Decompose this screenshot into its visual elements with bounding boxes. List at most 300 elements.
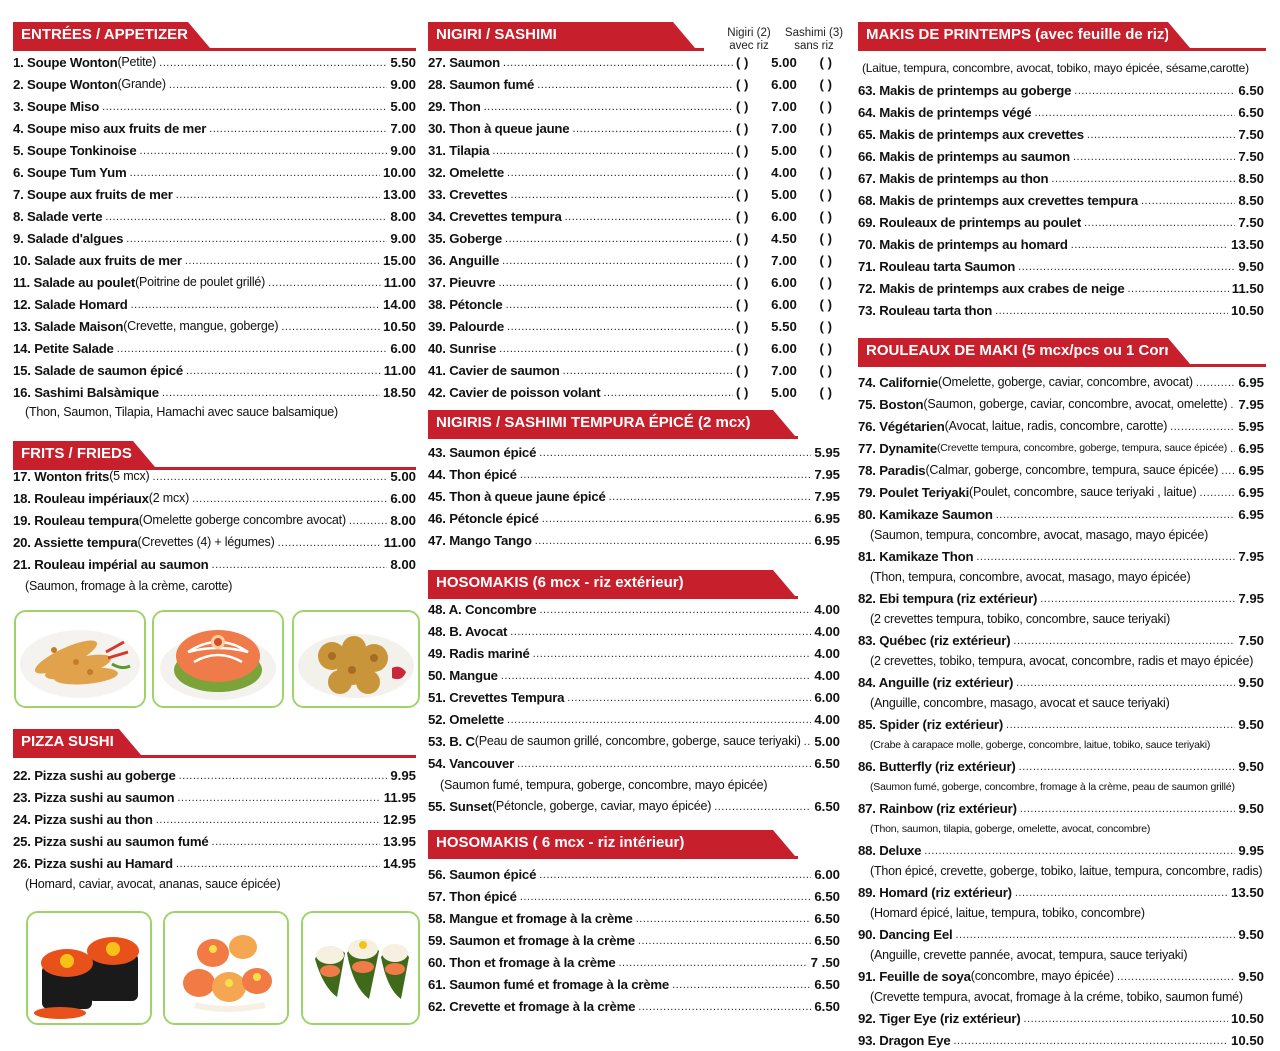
sashimi-column-header-line2: sans riz xyxy=(794,40,834,52)
option-boxes xyxy=(736,363,838,378)
item-price: 9.00 xyxy=(390,142,416,158)
item-name: 60. Thon et fromage à la crème xyxy=(428,954,616,970)
item-name: 11. Salade au poulet xyxy=(13,274,136,290)
menu-item xyxy=(13,249,416,271)
item-name: 20. Assiette tempura xyxy=(13,534,138,550)
item-price: 5.95 xyxy=(814,444,840,460)
item-name: 35. Goberge xyxy=(428,230,503,246)
item-description: (5 mcx) xyxy=(109,469,150,483)
hoso-ext-list xyxy=(428,598,840,774)
item-name: 48. B. Avocat xyxy=(428,623,508,639)
item-name: 89. Homard (riz extérieur) xyxy=(858,884,1012,900)
item-name: 3. Soupe Miso xyxy=(13,98,100,114)
dot-leader xyxy=(1006,718,1235,731)
dot-leader xyxy=(131,298,380,311)
item-price: 7.95 xyxy=(1238,590,1264,606)
menu-item xyxy=(13,117,416,139)
nigiri-box: ( ) xyxy=(736,208,749,224)
item-price: 5.00 xyxy=(814,733,840,749)
item-name: 83. Québec (riz extérieur) xyxy=(858,632,1011,648)
dot-leader xyxy=(349,514,387,527)
menu-item xyxy=(858,1029,1264,1051)
nigiri-box: ( ) xyxy=(736,318,749,334)
menu-item xyxy=(858,211,1264,233)
option-boxes xyxy=(736,253,838,268)
printemps-note: (Laitue, tempura, concombre, avocat, tobiko, mayo épicée, sésame,carotte) xyxy=(862,61,1249,75)
menu-item xyxy=(13,808,416,830)
menu-item xyxy=(858,755,1264,777)
item-note: (Homard épicé, laitue, tempura, tobiko, concombre) xyxy=(870,906,1145,920)
menu-item xyxy=(13,205,416,227)
item-price: 7.50 xyxy=(1238,148,1264,164)
item-price: 9.50 xyxy=(1238,258,1264,274)
item-price: 13.00 xyxy=(382,186,416,202)
dot-leader xyxy=(1127,282,1228,295)
menu-item xyxy=(428,73,838,95)
dot-leader xyxy=(185,254,380,267)
item-price: 6.50 xyxy=(1238,82,1264,98)
item-note: (Saumon fumé, goberge, concombre, fromage à la crème, peau de saumon grillé) xyxy=(870,781,1235,793)
item-name: 61. Saumon fumé et fromage à la crème xyxy=(428,976,670,992)
dot-leader xyxy=(1230,442,1235,455)
dot-leader xyxy=(924,844,1235,857)
option-boxes xyxy=(736,187,838,202)
hoso-ext-banner xyxy=(428,570,798,599)
item-price: 8.50 xyxy=(1238,170,1264,186)
menu-item xyxy=(13,359,416,381)
item-name: 36. Anguille xyxy=(428,252,500,268)
item-description: (Poitrine de poulet grillé) xyxy=(135,275,266,289)
fried-wonton-photo xyxy=(292,610,420,708)
dot-leader xyxy=(192,492,387,505)
item-price: 4.00 xyxy=(814,601,840,617)
menu-item xyxy=(858,415,1264,437)
item-name: 82. Ebi tempura (riz extérieur) xyxy=(858,590,1038,606)
dot-leader xyxy=(281,320,380,333)
item-price: 6.95 xyxy=(1238,484,1264,500)
item-name: 30. Thon à queue jaune xyxy=(428,120,570,136)
item-price: 8.00 xyxy=(390,556,416,572)
dot-leader xyxy=(139,144,387,157)
item-name: 52. Omelette xyxy=(428,711,505,727)
nigiri-box: ( ) xyxy=(736,340,749,356)
nigiri-box: ( ) xyxy=(736,76,749,92)
item-price: 5.00 xyxy=(390,468,416,484)
printemps-banner xyxy=(858,22,1266,51)
menu-item xyxy=(858,481,1264,503)
dot-leader xyxy=(542,512,812,525)
item-name: 33. Crevettes xyxy=(428,186,508,202)
dot-leader xyxy=(520,890,812,903)
item-name: 38. Pétoncle xyxy=(428,296,503,312)
sashimi-box: ( ) xyxy=(819,252,832,268)
dot-leader xyxy=(535,534,812,547)
menu-item xyxy=(858,839,1264,861)
item-price: 6.50 xyxy=(814,932,840,948)
item-price: 6.00 xyxy=(814,689,840,705)
menu-item xyxy=(858,145,1264,167)
menu-item xyxy=(858,299,1264,321)
dot-leader xyxy=(1084,216,1235,229)
nigiri-column-header-line1: Nigiri (2) xyxy=(727,27,771,39)
menu-item xyxy=(428,337,838,359)
nigiri-box: ( ) xyxy=(736,296,749,312)
item-price: 4.00 xyxy=(771,164,797,180)
item-price: 6.95 xyxy=(1238,506,1264,522)
item-note: (Saumon, tempura, concombre, avocat, masago, mayo épicée) xyxy=(870,528,1209,542)
menu-item xyxy=(428,315,838,337)
menu-item xyxy=(858,437,1264,459)
nigiri-box: ( ) xyxy=(736,98,749,114)
menu-item xyxy=(428,620,840,642)
nigiri-box: ( ) xyxy=(736,142,749,158)
item-price: 7.50 xyxy=(1238,126,1264,142)
nigiri-box: ( ) xyxy=(736,120,749,136)
dot-leader xyxy=(152,470,387,483)
item-note: (2 crevettes tempura, tobiko, concombre, sauce teriyaki) xyxy=(870,612,1171,626)
dot-leader xyxy=(169,78,387,91)
dot-leader xyxy=(1170,420,1235,433)
item-description: (Saumon, goberge, caviar, concombre, avocat, omelette) xyxy=(923,397,1228,411)
menu-item xyxy=(13,337,416,359)
item-price: 7.00 xyxy=(390,120,416,136)
dot-leader xyxy=(117,342,388,355)
item-note: (Thon épicé, crevette, goberge, tobiko, laitue, tempura, concombre, radis) xyxy=(870,864,1263,878)
menu-item xyxy=(428,885,840,907)
item-price: 7.95 xyxy=(814,488,840,504)
entrees-title: ENTRÉES / APPETIZERS xyxy=(13,22,188,48)
option-boxes xyxy=(736,55,838,70)
dot-leader xyxy=(484,100,733,113)
menu-item xyxy=(428,708,840,730)
item-name: 41. Cavier de saumon xyxy=(428,362,560,378)
dot-leader xyxy=(976,550,1235,563)
item-price: 4.00 xyxy=(814,645,840,661)
frits-title: FRITS / FRIEDS xyxy=(13,441,133,467)
item-name: 34. Crevettes tempura xyxy=(428,208,562,224)
maki-title: ROULEAUX DE MAKI (5 mcx/pcs ou 1 Cornet) xyxy=(858,338,1168,364)
dot-leader xyxy=(638,1000,811,1013)
sashimi-box: ( ) xyxy=(819,54,832,70)
sashimi-box: ( ) xyxy=(819,76,832,92)
menu-item xyxy=(428,205,838,227)
item-price: 7.95 xyxy=(1238,548,1264,564)
item-name: 37. Pieuvre xyxy=(428,274,496,290)
menu-item xyxy=(13,51,416,73)
menu-item xyxy=(858,255,1264,277)
dot-leader xyxy=(672,978,811,991)
item-price: 7.00 xyxy=(771,252,797,268)
item-name: 66. Makis de printemps au saumon xyxy=(858,148,1070,164)
menu-item xyxy=(428,183,838,205)
menu-item xyxy=(13,73,416,95)
item-name: 40. Sunrise xyxy=(428,340,497,356)
item-name: 43. Saumon épicé xyxy=(428,444,537,460)
option-boxes xyxy=(736,231,838,246)
menu-item xyxy=(428,507,840,529)
item-description: (Pétoncle, goberge, caviar, mayo épicée) xyxy=(491,799,712,813)
item-description: (Omelette, goberge, caviar, concombre, avocat) xyxy=(938,375,1193,389)
item-name: 23. Pizza sushi au saumon xyxy=(13,789,175,805)
menu-item xyxy=(13,183,416,205)
item-name: 32. Omelette xyxy=(428,164,505,180)
menu-item xyxy=(428,161,838,183)
sashimi-box: ( ) xyxy=(819,296,832,312)
item-description: (Avocat, laitue, radis, concombre, carotte) xyxy=(944,419,1168,433)
dot-leader xyxy=(507,713,811,726)
hoso-ext-title: HOSOMAKIS (6 mcx - riz extérieur) xyxy=(428,570,773,596)
dot-leader xyxy=(572,122,733,135)
item-description: (Peau de saumon grillé, concombre, goberge, sauce teriyaki) xyxy=(474,734,801,748)
option-boxes xyxy=(736,209,838,224)
menu-item xyxy=(428,51,838,73)
item-name: 50. Mangue xyxy=(428,667,498,683)
dot-leader xyxy=(492,144,733,157)
item-name: 74. Californie xyxy=(858,374,939,390)
item-price: 5.50 xyxy=(771,318,797,334)
item-name: 72. Makis de printemps aux crabes de neige xyxy=(858,280,1125,296)
item-price: 9.95 xyxy=(390,767,416,783)
menu-item xyxy=(858,671,1264,693)
item-price: 8.50 xyxy=(1238,192,1264,208)
menu-item xyxy=(13,786,416,808)
hoso-int-list xyxy=(428,863,840,1017)
item-name: 53. B. C xyxy=(428,733,475,749)
item-name: 42. Cavier de poisson volant xyxy=(428,384,601,400)
item-note: (Crevette tempura, avocat, fromage à la créme, tobiko, saumon fumé) xyxy=(870,990,1243,1004)
menu-item xyxy=(858,923,1264,945)
dot-leader xyxy=(955,928,1235,941)
dot-leader xyxy=(102,100,387,113)
item-price: 10.50 xyxy=(1230,302,1264,318)
fried-shrimp-photo xyxy=(14,610,146,708)
tempura-banner xyxy=(428,410,798,439)
dot-leader xyxy=(953,1034,1228,1047)
item-price: 11.95 xyxy=(383,789,416,805)
nigiri-box: ( ) xyxy=(736,230,749,246)
item-name: 16. Sashimi Balsàmique xyxy=(13,384,159,400)
menu-item xyxy=(13,764,416,786)
item-name: 48. A. Concombre xyxy=(428,601,537,617)
item-name: 9. Salade d'algues xyxy=(13,230,124,246)
item-name: 7. Soupe aux fruits de mer xyxy=(13,186,173,202)
item-name: 51. Crevettes Tempura xyxy=(428,689,565,705)
dot-leader xyxy=(1051,172,1235,185)
item-price: 5.00 xyxy=(771,54,797,70)
item-note: (Anguille, crevette pannée, avocat, tempura, sauce teriyaki) xyxy=(870,948,1188,962)
item-price: 5.95 xyxy=(1238,418,1264,434)
nigiri-box: ( ) xyxy=(736,186,749,202)
dot-leader xyxy=(507,166,733,179)
nigiri-box: ( ) xyxy=(736,384,749,400)
item-price: 6.50 xyxy=(1238,104,1264,120)
item-name: 4. Soupe miso aux fruits de mer xyxy=(13,120,207,136)
maki-list xyxy=(858,371,1264,1051)
item-price: 6.00 xyxy=(771,340,797,356)
dot-leader xyxy=(506,298,733,311)
item-name: 24. Pizza sushi au thon xyxy=(13,811,153,827)
menu-item xyxy=(428,227,838,249)
item-price: 6.00 xyxy=(390,490,416,506)
nigiri-box: ( ) xyxy=(736,164,749,180)
menu-item xyxy=(858,629,1264,651)
dot-leader xyxy=(537,78,733,91)
item-price: 7.00 xyxy=(771,362,797,378)
item-name: 78. Paradis xyxy=(858,462,926,478)
menu-item xyxy=(858,965,1264,987)
dot-leader xyxy=(563,364,733,377)
menu-item xyxy=(13,315,416,337)
item-note: (Thon, saumon, tilapia, goberge, omelette, avocat, concombre) xyxy=(870,823,1151,835)
hoso-int-banner xyxy=(428,830,798,859)
item-name: 27. Saumon xyxy=(428,54,501,70)
item-name: 47. Mango Tango xyxy=(428,532,532,548)
dot-leader xyxy=(179,769,388,782)
dot-leader xyxy=(638,934,811,947)
item-price: 8.00 xyxy=(390,208,416,224)
option-boxes xyxy=(736,121,838,136)
nigiri-box: ( ) xyxy=(736,54,749,70)
item-price: 6.00 xyxy=(771,208,797,224)
item-price: 10.50 xyxy=(382,318,416,334)
entrees-note: (Thon, Saumon, Tilapia, Hamachi avec sauce balsamique) xyxy=(25,405,338,419)
dot-leader xyxy=(636,912,812,925)
item-name: 22. Pizza sushi au goberge xyxy=(13,767,176,783)
menu-item xyxy=(858,393,1264,415)
item-name: 8. Salade verte xyxy=(13,208,103,224)
item-price: 7.95 xyxy=(1238,396,1264,412)
dot-leader xyxy=(511,188,733,201)
item-description: (Petite) xyxy=(117,55,157,69)
sashimi-box: ( ) xyxy=(819,164,832,180)
menu-item xyxy=(13,227,416,249)
dot-leader xyxy=(539,603,811,616)
nigiri-box: ( ) xyxy=(736,274,749,290)
item-price: 6.50 xyxy=(814,910,840,926)
dot-leader xyxy=(1020,802,1236,815)
dot-leader xyxy=(539,868,811,881)
item-name: 56. Saumon épicé xyxy=(428,866,537,882)
menu-item xyxy=(858,587,1264,609)
item-name: 85. Spider (riz extérieur) xyxy=(858,716,1004,732)
item-note: (Anguille, concombre, masago, avocat et sauce teriyaki) xyxy=(870,696,1170,710)
item-description: (Crevette tempura, concombre, goberge, tempura, sauce épicée) xyxy=(936,442,1228,454)
tobiko-gunkan-photo xyxy=(26,911,152,1025)
item-price: 4.00 xyxy=(814,667,840,683)
menu-item xyxy=(13,95,416,117)
salmon-roses-photo xyxy=(163,911,289,1025)
sashimi-box: ( ) xyxy=(819,98,832,114)
dot-leader xyxy=(503,56,733,69)
item-price: 9.50 xyxy=(1238,968,1264,984)
item-name: 93. Dragon Eye xyxy=(858,1032,951,1048)
item-price: 13.50 xyxy=(1230,236,1264,252)
item-description: (Crevettes (4) + légumes) xyxy=(137,535,275,549)
menu-item xyxy=(428,485,840,507)
dot-leader xyxy=(212,558,388,571)
menu-item xyxy=(13,830,416,852)
item-price: 7.50 xyxy=(1238,632,1264,648)
option-boxes xyxy=(736,165,838,180)
item-price: 14.00 xyxy=(382,296,416,312)
dot-leader xyxy=(619,956,808,969)
menu-item xyxy=(13,531,416,553)
option-boxes xyxy=(736,297,838,312)
menu-item xyxy=(858,371,1264,393)
nigiri-column-header xyxy=(716,27,782,53)
item-price: 7.00 xyxy=(771,120,797,136)
item-name: 84. Anguille (riz extérieur) xyxy=(858,674,1014,690)
sashimi-box: ( ) xyxy=(819,362,832,378)
item-name: 10. Salade aux fruits de mer xyxy=(13,252,182,268)
item-name: 19. Rouleau tempura xyxy=(13,512,139,528)
dot-leader xyxy=(1013,634,1235,647)
item-name: 25. Pizza sushi au saumon fumé xyxy=(13,833,209,849)
item-name: 21. Rouleau impérial au saumon xyxy=(13,556,209,572)
nigiri-box: ( ) xyxy=(736,252,749,268)
dot-leader xyxy=(278,536,381,549)
item-name: 14. Petite Salade xyxy=(13,340,114,356)
item-name: 44. Thon épicé xyxy=(428,466,517,482)
maki-banner xyxy=(858,338,1266,367)
item-name: 91. Feuille de soya xyxy=(858,968,971,984)
item-price: 7.50 xyxy=(1238,214,1264,230)
dot-leader xyxy=(1016,676,1235,689)
sashimi-box: ( ) xyxy=(819,186,832,202)
menu-item xyxy=(428,686,840,708)
entrees-list xyxy=(13,51,416,403)
item-name: 65. Makis de printemps aux crevettes xyxy=(858,126,1084,142)
menu-item xyxy=(428,863,840,885)
nigiri-column-header-line2: avec riz xyxy=(729,40,769,52)
menu-item xyxy=(13,293,416,315)
item-price: 9.50 xyxy=(1238,758,1264,774)
item-name: 76. Végétarien xyxy=(858,418,945,434)
item-name: 45. Thon à queue jaune épicé xyxy=(428,488,606,504)
dot-leader xyxy=(567,691,811,704)
dot-leader xyxy=(212,835,380,848)
pizza-list xyxy=(13,764,416,874)
item-description: (concombre, mayo épicée) xyxy=(970,969,1114,983)
option-boxes xyxy=(736,385,838,400)
menu-item xyxy=(858,101,1264,123)
item-price: 6.50 xyxy=(814,798,840,814)
item-price: 6.95 xyxy=(814,532,840,548)
sashimi-box: ( ) xyxy=(819,274,832,290)
item-name: 46. Pétoncle épicé xyxy=(428,510,539,526)
item-price: 5.00 xyxy=(771,186,797,202)
dot-leader xyxy=(565,210,733,223)
item-price: 7 .50 xyxy=(810,954,840,970)
dot-leader xyxy=(604,386,734,399)
item-note: (Crabe à carapace molle, goberge, concombre, laitue, tobiko, sauce teriyaki) xyxy=(870,739,1211,751)
dot-leader xyxy=(1230,398,1235,411)
menu-item xyxy=(428,293,838,315)
item-name: 80. Kamikaze Saumon xyxy=(858,506,993,522)
printemps-list xyxy=(858,79,1264,321)
item-price: 5.00 xyxy=(390,98,416,114)
dot-leader xyxy=(1141,194,1235,207)
sashimi-box: ( ) xyxy=(819,142,832,158)
dot-leader xyxy=(505,232,733,245)
menu-item xyxy=(858,459,1264,481)
dot-leader xyxy=(1196,376,1235,389)
tempura-title: NIGIRIS / SASHIMI TEMPURA ÉPICÉ (2 mcx) xyxy=(428,410,773,436)
dot-leader xyxy=(804,735,812,748)
item-name: 28. Saumon fumé xyxy=(428,76,535,92)
item-price: 8.00 xyxy=(390,512,416,528)
item-price: 5.00 xyxy=(771,142,797,158)
